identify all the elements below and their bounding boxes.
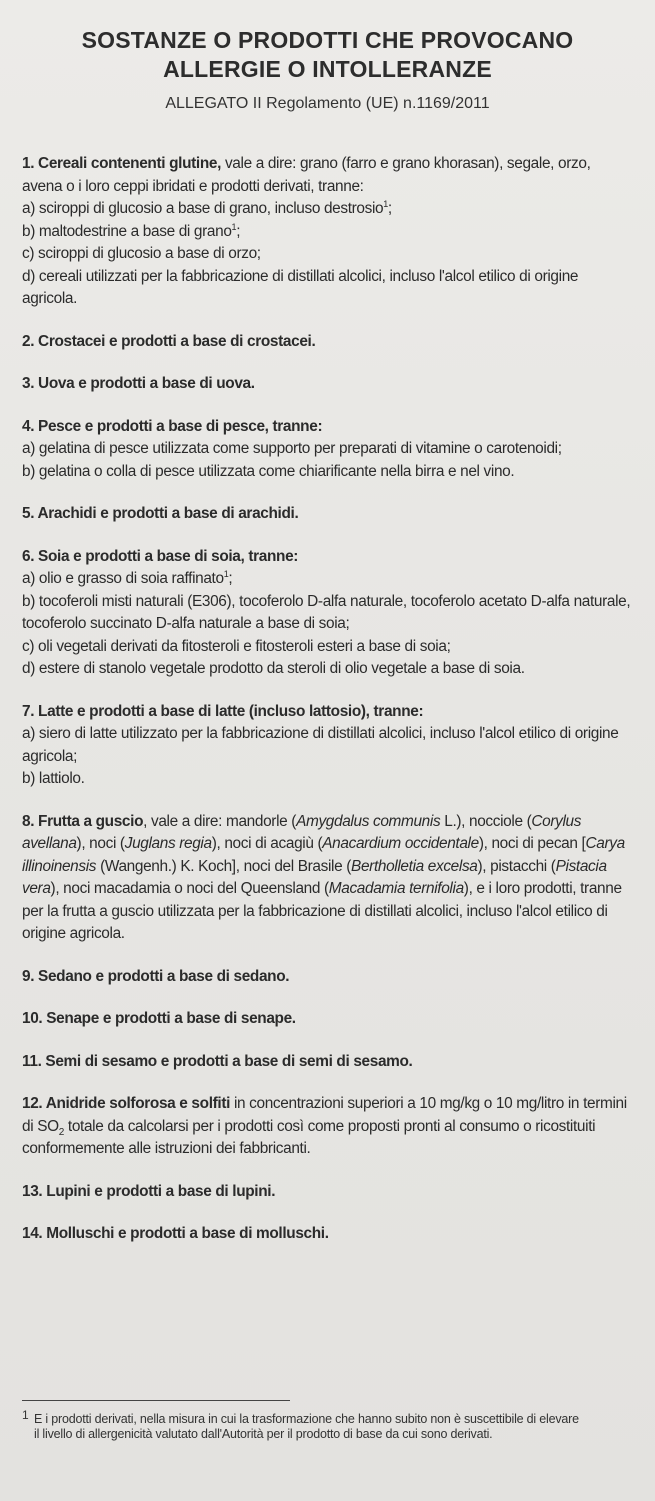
allergen-heading-line <box>22 546 634 569</box>
page-subtitle: ALLEGATO II Regolamento (UE) n.1169/2011 <box>165 95 490 112</box>
allergen-item <box>22 701 634 791</box>
footnote-mark: 1 <box>22 1408 29 1422</box>
species-name: Juglans regia <box>124 835 212 852</box>
exception-text: d) estere di stanolo vegetale prodotto da steroli di olio vegetale a base di soia. <box>22 660 525 677</box>
exception-punct: ; <box>228 570 233 587</box>
allergen-description: ), e i loro prodotti, tranne per la frutta a guscio utilizzata per la fabbricazione di distillati alcolici, incluso l'alcol etilico di origine agricola. <box>22 880 622 942</box>
allergen-heading-line <box>22 811 634 946</box>
allergen-heading: 5. Arachidi e prodotti a base di arachidi. <box>22 505 299 522</box>
allergen-heading-line <box>22 1223 634 1246</box>
exception-line <box>22 438 634 461</box>
exception-punct: ; <box>387 200 392 217</box>
allergen-item <box>22 416 634 484</box>
allergen-heading-line <box>22 966 634 989</box>
exception-text: b) lattiolo. <box>22 770 85 787</box>
allergen-heading-line <box>22 153 634 198</box>
species-name: Amygdalus communis <box>296 812 441 830</box>
allergen-heading-line <box>22 503 634 526</box>
allergen-heading: 6. Soia e prodotti a base di soia, tranne: <box>22 547 299 565</box>
allergen-heading: 14. Molluschi e prodotti a base di molluschi. <box>22 1225 329 1242</box>
allergen-item <box>22 373 634 396</box>
exception-line <box>22 636 634 659</box>
allergen-description: totale da calcolarsi per i prodotti così come proposti pronti al consumo o ricostituiti conformemente alle istruzioni dei fabbricanti. <box>22 1117 596 1157</box>
exception-text: a) olio e grasso di soia raffinato <box>22 570 224 587</box>
allergen-description: ), noci ( <box>76 835 125 852</box>
allergen-heading: 3. Uova e prodotti a base di uova. <box>22 375 255 392</box>
exception-text: b) maltodestrine a base di grano <box>22 222 232 240</box>
allergen-description: L.), nocciole ( <box>440 812 532 830</box>
exception-line <box>22 658 634 681</box>
allergen-description: ), pistacchi ( <box>477 857 556 875</box>
allergen-heading: 2. Crostacei e prodotti a base di crostacei. <box>22 332 316 350</box>
allergen-heading: 9. Sedano e prodotti a base di sedano. <box>22 967 290 985</box>
allergen-heading: 10. Senape e prodotti a base di senape. <box>22 1010 296 1027</box>
exception-line <box>22 591 634 636</box>
exception-text: d) cereali utilizzati per la fabbricazione di distillati alcolici, incluso l'alcol etilico di origine agricola. <box>22 267 579 307</box>
footnote-divider <box>22 1400 290 1401</box>
allergen-item <box>22 1051 634 1074</box>
allergen-item <box>22 331 634 354</box>
title-line-2: ALLERGIE O INTOLLERANZE <box>163 56 492 82</box>
allergen-item <box>22 503 634 526</box>
exception-text: b) tocoferoli misti naturali (E306), tocoferolo D-alfa naturale, tocoferolo acetato D-alfa naturale, tocoferolo succinato D-alfa naturale a base di soia; <box>22 592 631 632</box>
allergen-heading-line <box>22 1181 634 1204</box>
allergen-description: ), noci di acagiù ( <box>211 835 323 852</box>
allergen-heading-line <box>22 373 634 396</box>
exception-line <box>22 723 634 768</box>
exception-text: b) gelatina o colla di pesce utilizzata come chiarificante nella birra e nel vino. <box>22 462 515 480</box>
allergen-item <box>22 966 634 989</box>
allergen-description: ), noci macadamia o noci del Queensland ( <box>50 880 329 897</box>
species-name: Carya illinoinensis <box>22 835 625 875</box>
allergen-item <box>22 153 634 311</box>
allergen-heading-line <box>22 1008 634 1031</box>
allergen-heading-line <box>22 331 634 354</box>
title-line-1: SOSTANZE O PRODOTTI CHE PROVOCANO <box>81 27 574 53</box>
allergen-item <box>22 546 634 681</box>
exception-text: a) gelatina di pesce utilizzata come supporto per preparati di vitamine o carotenoidi; <box>22 440 562 457</box>
species-name: Corylus avellana <box>22 812 582 852</box>
exception-line <box>22 198 634 221</box>
allergen-heading: 8. Frutta a guscio <box>22 812 144 830</box>
footnote-ref: 1 <box>383 198 388 209</box>
allergen-heading-line <box>22 1093 634 1161</box>
footnote-ref: 1 <box>231 221 237 232</box>
footnote-text: E i prodotti derivati, nella misura in cui la trasformazione che hanno subito non è suscettibile di elevare il livello di allergenicità valutato dall'Autorità per il prodotto di base da cui sono derivati. <box>34 1412 579 1441</box>
species-name: Anacardium occidentale <box>322 835 479 852</box>
allergen-heading: 11. Semi di sesamo e prodotti a base di semi di sesamo. <box>22 1052 413 1070</box>
footnote-ref: 1 <box>223 568 229 579</box>
exception-punct: ; <box>236 222 241 240</box>
allergen-item <box>22 811 634 946</box>
exception-line <box>22 243 634 266</box>
subscript: 2 <box>58 1126 64 1138</box>
exception-text: a) sciroppi di glucosio a base di grano, incluso destrosio <box>22 200 384 217</box>
allergen-heading: 1. Cereali contenenti glutine, <box>22 155 222 172</box>
exception-text: a) siero di latte utilizzato per la fabbricazione di distillati alcolici, incluso l'alcol etilico di origine agricola; <box>22 725 619 765</box>
allergen-heading-line <box>22 416 634 439</box>
allergen-description: in concentrazioni superiori a 10 mg/kg o 10 mg/litro in termini di SO <box>22 1095 627 1135</box>
allergen-heading: 12. Anidride solforosa e solfiti <box>22 1095 231 1112</box>
allergen-heading: 13. Lupini e prodotti a base di lupini. <box>22 1182 276 1200</box>
exception-text: c) oli vegetali derivati da fitosteroli e fitosteroli esteri a base di soia; <box>22 637 451 655</box>
allergen-list <box>22 153 634 1266</box>
allergen-item <box>22 1008 634 1031</box>
allergen-description: vale a dire: grano (farro e grano khorasan), segale, orzo, avena o i loro ceppi ibridati e prodotti derivati, tranne: <box>22 155 591 195</box>
exception-line <box>22 266 634 311</box>
allergen-description: (Wangenh.) K. Koch], noci del Brasile ( <box>96 857 352 875</box>
exception-text: c) sciroppi di glucosio a base di orzo; <box>22 245 261 262</box>
page-title <box>0 26 655 84</box>
footnote <box>22 1408 582 1441</box>
allergen-heading-line <box>22 701 634 724</box>
allergen-heading: 4. Pesce e prodotti a base di pesce, tranne: <box>22 417 323 435</box>
species-name: Pistacia vera <box>22 857 607 897</box>
allergen-heading-line <box>22 1051 634 1074</box>
exception-line <box>22 221 634 244</box>
allergen-item <box>22 1093 634 1161</box>
species-name: Macadamia ternifolia <box>328 880 464 897</box>
allergen-description: ), noci di pecan [ <box>478 835 586 852</box>
allergen-item <box>22 1223 634 1246</box>
exception-line <box>22 461 634 484</box>
species-name: Bertholletia excelsa <box>351 857 478 875</box>
allergen-heading: 7. Latte e prodotti a base di latte (incluso lattosio), tranne: <box>22 702 424 720</box>
exception-line <box>22 768 634 791</box>
allergen-description: , vale a dire: mandorle ( <box>143 812 297 830</box>
allergen-item <box>22 1181 634 1204</box>
exception-line <box>22 568 634 591</box>
